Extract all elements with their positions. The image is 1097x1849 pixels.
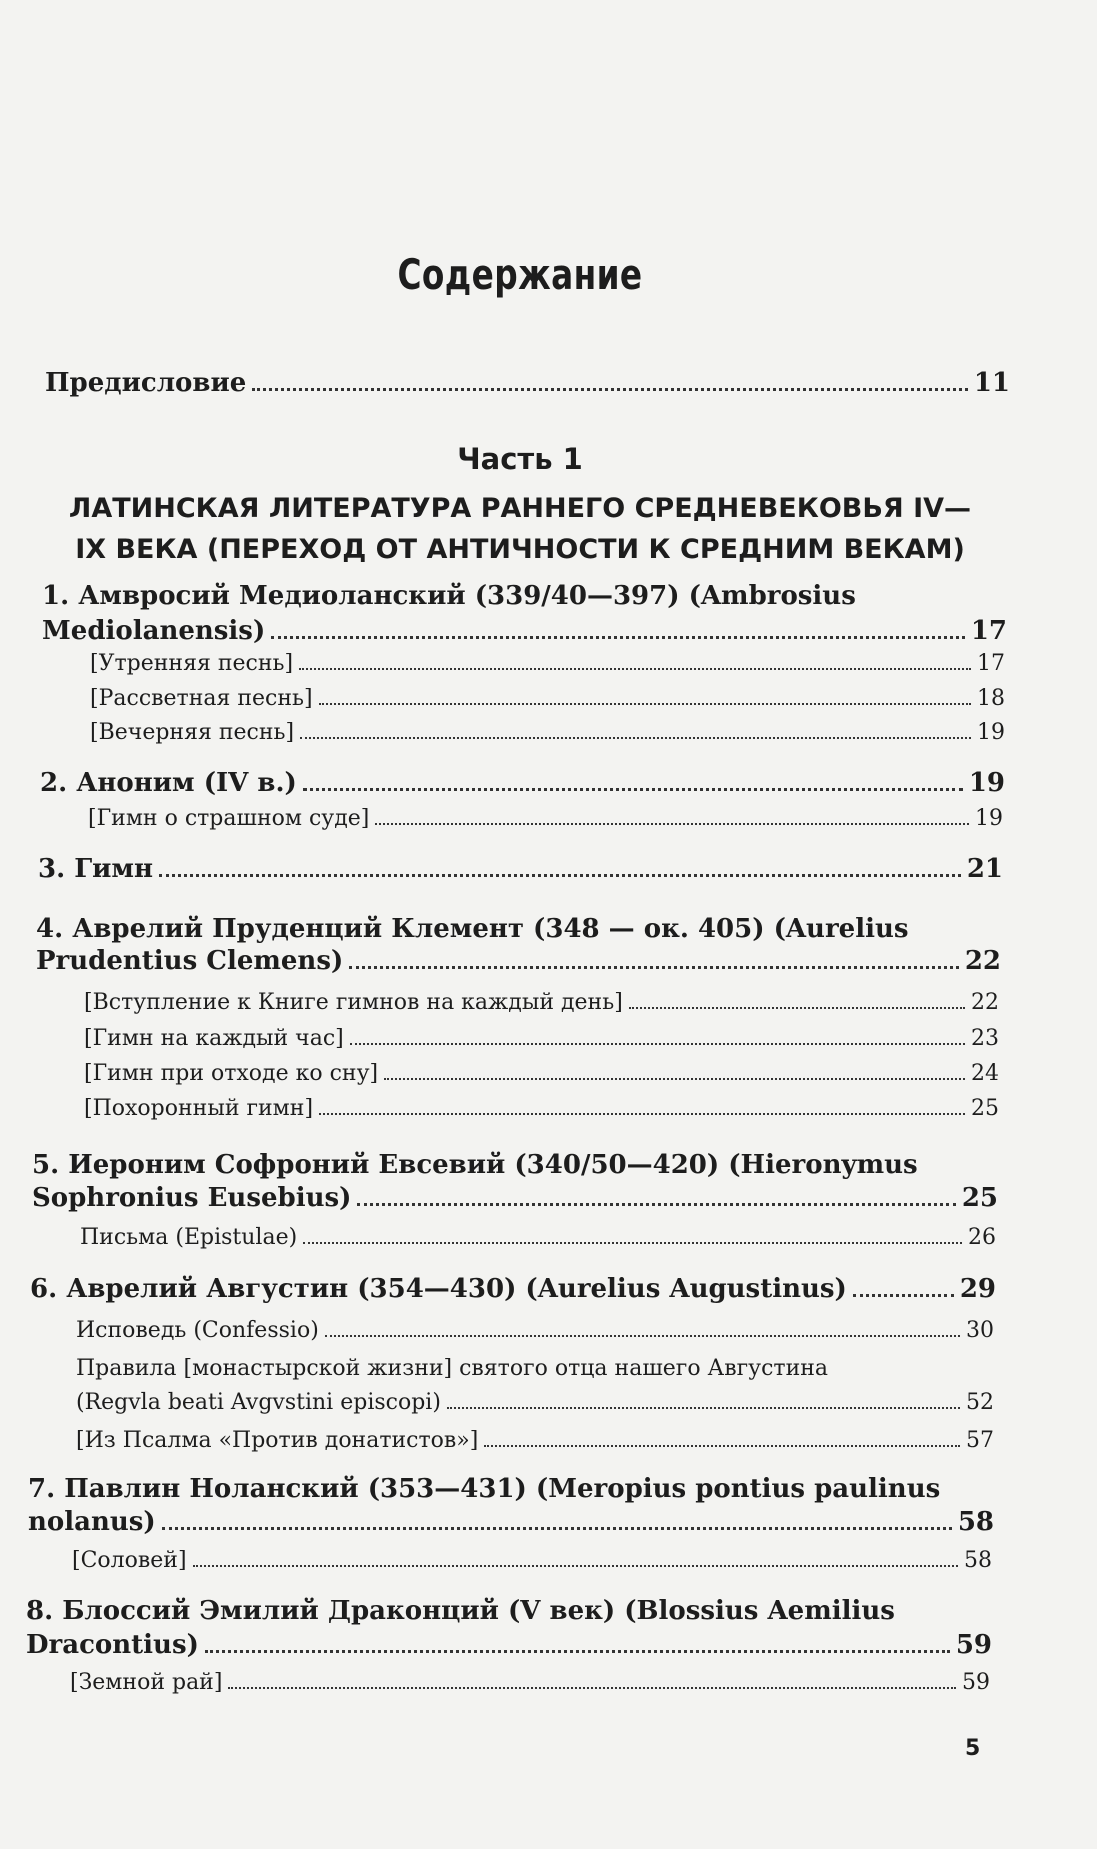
toc-entry-label: Sophronius Eusebius) xyxy=(32,1183,352,1213)
toc-entry-label-line1: 5. Иероним Софроний Евсевий (340/50—420) (Hieronymus xyxy=(32,1150,918,1180)
dot-leader xyxy=(384,1078,965,1080)
toc-page-number: 58 xyxy=(957,1507,994,1537)
toc-page-number: 19 xyxy=(975,806,1003,831)
dot-leader xyxy=(350,1043,965,1045)
toc-subentry-5-1[interactable] xyxy=(80,1225,996,1250)
toc-page-number: 30 xyxy=(966,1318,994,1343)
toc-entry-label: [Утренняя песнь] xyxy=(90,651,294,676)
dot-leader xyxy=(162,1527,952,1530)
toc-entry-label-line1: 1. Амвросий Медиоланский (339/40—397) (Ambrosius xyxy=(42,581,856,611)
toc-page-number: 18 xyxy=(977,686,1005,711)
toc-subentry-2-1[interactable] xyxy=(88,806,1003,831)
toc-subentry-4-3[interactable] xyxy=(84,1061,999,1086)
toc-entry-5[interactable] xyxy=(32,1183,998,1213)
toc-page-number: 24 xyxy=(971,1061,999,1086)
toc-entry-label-line1: 8. Блоссий Эмилий Драконций (V век) (Blossius Aemilius xyxy=(26,1596,895,1626)
toc-entry-1[interactable] xyxy=(42,616,1007,646)
dot-leader xyxy=(484,1445,960,1447)
toc-entry-label-line1: 4. Аврелий Пруденций Клемент (348 — ок. 405) (Aurelius xyxy=(36,914,909,944)
toc-page-number: 23 xyxy=(971,1026,999,1051)
toc-subentry-7-1[interactable] xyxy=(72,1548,992,1573)
dot-leader xyxy=(447,1407,960,1409)
toc-page-number: 21 xyxy=(966,854,1003,884)
toc-entry-label-line1: 7. Павлин Ноланский (353—431) (Meropius pontius paulinus xyxy=(28,1474,941,1504)
toc-entry-label-line1: Правила [монастырской жизни] святого отца нашего Августина xyxy=(76,1356,829,1381)
dot-leader xyxy=(325,1335,960,1337)
toc-entry-label: [Гимн при отходе ко сну] xyxy=(84,1061,379,1086)
toc-page-number: 22 xyxy=(971,990,999,1015)
toc-entry-label: nolanus) xyxy=(28,1507,156,1537)
toc-entry-label: Предисловие xyxy=(45,368,247,398)
page-number: 5 xyxy=(965,1736,981,1761)
toc-page-number: 19 xyxy=(968,768,1005,798)
dot-leader xyxy=(349,966,959,969)
toc-page-number: 26 xyxy=(968,1225,996,1250)
toc-entry-label: [Рассветная песнь] xyxy=(90,686,313,711)
toc-page-number: 17 xyxy=(977,651,1005,676)
toc-entry-preface[interactable] xyxy=(45,368,1010,398)
toc-entry-7[interactable] xyxy=(28,1507,994,1537)
toc-entry-label: (Regvla beati Avgvstini episcopi) xyxy=(76,1390,441,1415)
toc-subentry-1-1[interactable] xyxy=(90,651,1005,676)
part-title-line2: IX ВЕКА (ПЕРЕХОД ОТ АНТИЧНОСТИ К СРЕДНИМ ВЕКАМ) xyxy=(75,534,965,565)
toc-page-number: 57 xyxy=(966,1428,994,1453)
dot-leader xyxy=(159,874,961,877)
toc-entry-label: Исповедь (Confessio) xyxy=(76,1318,319,1343)
toc-subentry-6-1[interactable] xyxy=(76,1318,994,1343)
dot-leader xyxy=(271,636,965,639)
toc-entry-label: [Вечерняя песнь] xyxy=(90,720,295,745)
dot-leader xyxy=(205,1650,950,1653)
toc-entry-label: [Гимн на каждый час] xyxy=(84,1026,344,1051)
toc-entry-8[interactable] xyxy=(26,1630,992,1660)
toc-subentry-4-2[interactable] xyxy=(84,1026,999,1051)
dot-leader xyxy=(629,1007,965,1009)
toc-entry-label: [Вступление к Книге гимнов на каждый день] xyxy=(84,990,623,1015)
toc-entry-label: [Земной рай] xyxy=(70,1670,223,1695)
toc-subentry-1-2[interactable] xyxy=(90,686,1005,711)
toc-entry-label: 6. Аврелий Августин (354—430) (Aurelius Augustinus) xyxy=(30,1274,847,1304)
dot-leader xyxy=(228,1687,956,1689)
part-title-line1: ЛАТИНСКАЯ ЛИТЕРАТУРА РАННЕГО СРЕДНЕВЕКОВЬЯ IV— xyxy=(68,493,972,524)
toc-entry-4[interactable] xyxy=(36,946,1001,976)
dot-leader xyxy=(300,737,971,739)
toc-page-number: 22 xyxy=(964,946,1001,976)
toc-entry-label: [Соловей] xyxy=(72,1548,187,1573)
toc-entry-6[interactable] xyxy=(30,1274,996,1304)
dot-leader xyxy=(853,1294,954,1297)
toc-page-number: 19 xyxy=(977,720,1005,745)
toc-entry-label: Письма (Epistulae) xyxy=(80,1225,298,1250)
page-title: Содержание xyxy=(397,250,643,299)
toc-entry-label: Prudentius Clemens) xyxy=(36,946,344,976)
toc-page-number: 52 xyxy=(966,1390,994,1415)
toc-entry-label: [Похоронный гимн] xyxy=(84,1096,314,1121)
toc-subentry-4-4[interactable] xyxy=(84,1096,999,1121)
toc-page-number: 29 xyxy=(959,1274,996,1304)
toc-subentry-6-3[interactable] xyxy=(76,1428,994,1453)
dot-leader xyxy=(193,1565,958,1567)
dot-leader xyxy=(303,1242,962,1244)
dot-leader xyxy=(252,388,968,391)
toc-entry-label: Dracontius) xyxy=(26,1630,199,1660)
dot-leader xyxy=(299,668,971,670)
toc-page-number: 11 xyxy=(973,368,1010,398)
toc-entry-label: [Из Псалма «Против донатистов»] xyxy=(76,1428,479,1453)
toc-page-number: 17 xyxy=(970,616,1007,646)
toc-page-number: 59 xyxy=(955,1630,992,1660)
part-number: Часть 1 xyxy=(457,442,583,476)
toc-subentry-6-2[interactable] xyxy=(76,1390,994,1415)
toc-entry-label: [Гимн о страшном суде] xyxy=(88,806,370,831)
toc-subentry-1-3[interactable] xyxy=(90,720,1005,745)
toc-entry-label: 2. Аноним (IV в.) xyxy=(40,768,297,798)
toc-page-number: 25 xyxy=(961,1183,998,1213)
toc-entry-2[interactable] xyxy=(40,768,1005,798)
dot-leader xyxy=(319,1113,965,1115)
toc-entry-label: Mediolanensis) xyxy=(42,616,266,646)
dot-leader xyxy=(319,703,971,705)
toc-entry-3[interactable] xyxy=(38,854,1003,884)
toc-page-number: 59 xyxy=(962,1670,990,1695)
dot-leader xyxy=(357,1203,955,1206)
dot-leader xyxy=(303,788,963,791)
toc-page-number: 58 xyxy=(964,1548,992,1573)
toc-subentry-4-1[interactable] xyxy=(84,990,999,1015)
toc-page-number: 25 xyxy=(971,1096,999,1121)
toc-entry-label: 3. Гимн xyxy=(38,854,154,884)
toc-subentry-8-1[interactable] xyxy=(70,1670,990,1695)
dot-leader xyxy=(375,823,969,825)
